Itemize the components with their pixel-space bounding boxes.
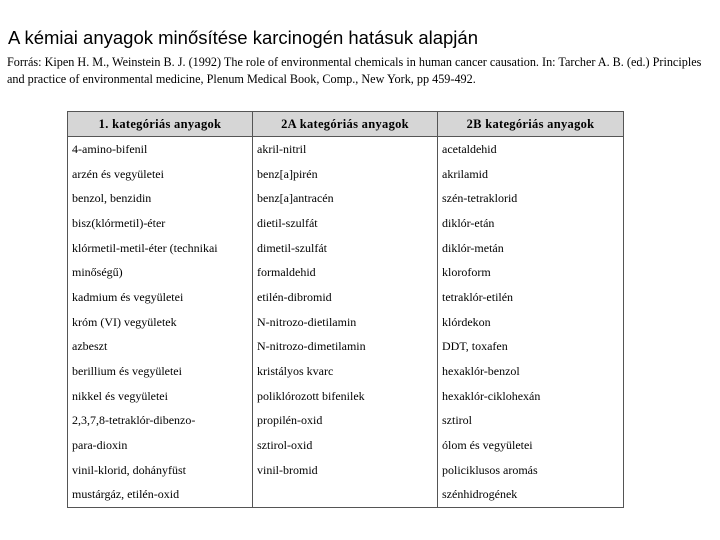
cell-category-2a: dimetil-szulfát xyxy=(253,236,438,261)
cell-category-2b: acetaldehid xyxy=(438,137,624,162)
table-row xyxy=(68,359,624,384)
cell-category-1: króm (VI) vegyületek xyxy=(68,310,253,335)
cell-category-2a: kristályos kvarc xyxy=(253,359,438,384)
cell-category-2a: akril-nitril xyxy=(253,137,438,162)
cell-category-1: berillium és vegyületei xyxy=(68,359,253,384)
table-row xyxy=(68,186,624,211)
cell-category-2b: akrilamid xyxy=(438,162,624,187)
table-row xyxy=(68,409,624,434)
table-row xyxy=(68,335,624,360)
cell-category-2b: kloroform xyxy=(438,260,624,285)
cell-category-1: kadmium és vegyületei xyxy=(68,285,253,310)
cell-category-2a: N-nitrozo-dimetilamin xyxy=(253,335,438,360)
cell-category-2b: diklór-metán xyxy=(438,236,624,261)
cell-category-1: bisz(klórmetil)-éter xyxy=(68,211,253,236)
cell-category-1: klórmetil-metil-éter (technikai xyxy=(68,236,253,261)
table-row xyxy=(68,236,624,261)
cell-category-1: azbeszt xyxy=(68,335,253,360)
table-body xyxy=(68,137,624,508)
cell-category-2b: szénhidrogének xyxy=(438,483,624,508)
cell-category-1: benzol, benzidin xyxy=(68,186,253,211)
column-header-category-1: 1. kategóriás anyagok xyxy=(68,112,253,137)
cell-category-2b: DDT, toxafen xyxy=(438,335,624,360)
column-header-category-2b: 2B kategóriás anyagok xyxy=(438,112,624,137)
cell-category-1: 2,3,7,8-tetraklór-dibenzo- xyxy=(68,409,253,434)
table-row xyxy=(68,458,624,483)
page-title: A kémiai anyagok minősítése karcinogén hatásuk alapján xyxy=(8,27,478,48)
cell-category-2a: formaldehid xyxy=(253,260,438,285)
table-row xyxy=(68,211,624,236)
cell-category-2a: N-nitrozo-dietilamin xyxy=(253,310,438,335)
cell-category-2b: sztirol xyxy=(438,409,624,434)
cell-category-2b: policiklusos aromás xyxy=(438,458,624,483)
cell-category-1: para-dioxin xyxy=(68,433,253,458)
cell-category-2a: propilén-oxid xyxy=(253,409,438,434)
cell-category-1: minőségű) xyxy=(68,260,253,285)
cell-category-1: vinil-klorid, dohányfüst xyxy=(68,458,253,483)
cell-category-1: nikkel és vegyületei xyxy=(68,384,253,409)
table-row xyxy=(68,384,624,409)
cell-category-1: mustárgáz, etilén-oxid xyxy=(68,483,253,508)
cell-category-2a: benz[a]antracén xyxy=(253,186,438,211)
cell-category-2a: vinil-bromid xyxy=(253,458,438,483)
cell-category-2b: klórdekon xyxy=(438,310,624,335)
cell-category-2a: sztirol-oxid xyxy=(253,433,438,458)
carcinogen-table xyxy=(67,111,624,508)
table-row xyxy=(68,433,624,458)
cell-category-2b: tetraklór-etilén xyxy=(438,285,624,310)
cell-category-2b: szén-tetraklorid xyxy=(438,186,624,211)
table-header-row xyxy=(68,112,624,137)
table-row xyxy=(68,310,624,335)
cell-category-2a: etilén-dibromid xyxy=(253,285,438,310)
table-row xyxy=(68,162,624,187)
cell-category-2b: ólom és vegyületei xyxy=(438,433,624,458)
table-row xyxy=(68,260,624,285)
cell-category-2b: hexaklór-ciklohexán xyxy=(438,384,624,409)
cell-category-2a: benz[a]pirén xyxy=(253,162,438,187)
cell-category-2b: diklór-etán xyxy=(438,211,624,236)
column-header-category-2a: 2A kategóriás anyagok xyxy=(253,112,438,137)
table-row xyxy=(68,483,624,508)
table-row xyxy=(68,285,624,310)
cell-category-2b: hexaklór-benzol xyxy=(438,359,624,384)
source-citation: Forrás: Kipen H. M., Weinstein B. J. (1992) The role of environmental chemicals in human cancer causation. In: Tarcher A. B. (ed.) Principles and practice of environmental medicine, Plenum Medical Book, Comp., New York, pp 459-492. xyxy=(7,55,702,86)
cell-category-2a: poliklórozott bifenilek xyxy=(253,384,438,409)
cell-category-2a: dietil-szulfát xyxy=(253,211,438,236)
cell-category-1: 4-amino-bifenil xyxy=(68,137,253,162)
table-row xyxy=(68,137,624,162)
cell-category-2a xyxy=(253,483,438,508)
cell-category-1: arzén és vegyületei xyxy=(68,162,253,187)
